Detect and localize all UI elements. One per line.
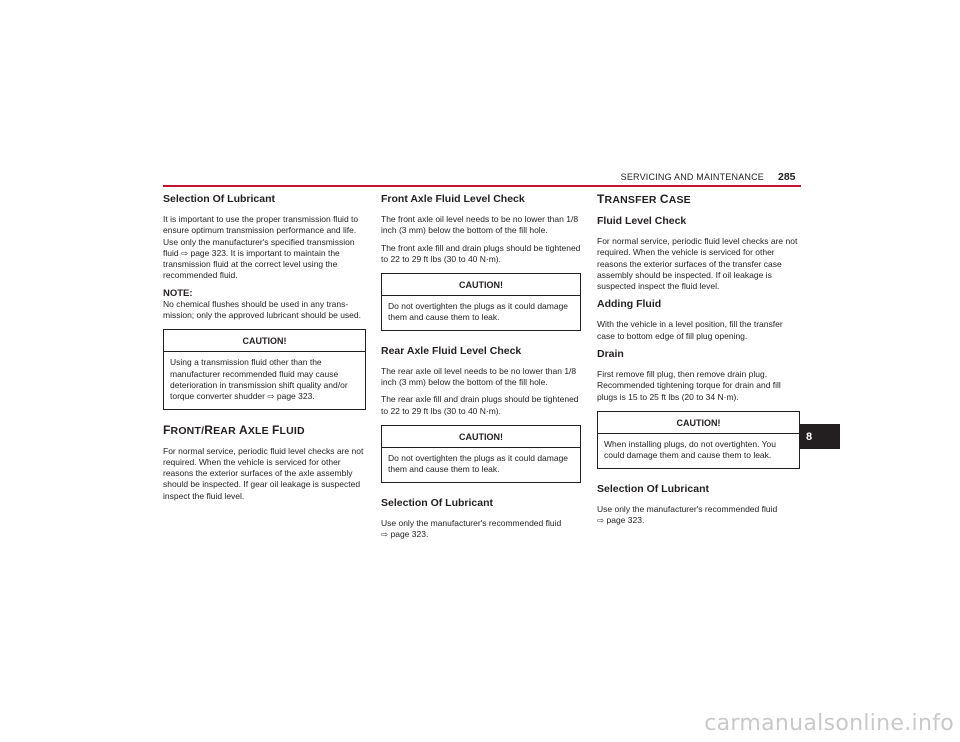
column-middle (381, 193, 581, 546)
caution-title: CAUTION! (382, 426, 580, 448)
heading-fluid-level-check: Fluid Level Check (597, 215, 687, 227)
heading-adding-fluid: Adding Fluid (597, 298, 662, 311)
paragraph-rear-axle-level: The rear axle oil level needs to be no lower than 1/8 inch (3 mm) below the bottom of the fill hole. (381, 365, 577, 388)
caution-box (381, 425, 581, 483)
paragraph-drain: First remove fill plug, then remove drain plug. Recommended tightening torque for drain and fill plugs is 15 to 25 ft lbs (20 to 34 N·m). (597, 369, 781, 402)
paragraph-text: . (641, 514, 645, 525)
header-page-number: 285 (778, 171, 796, 183)
paragraph-transmission-fluid (163, 214, 366, 282)
page-reference-link[interactable]: page 323 (190, 247, 226, 258)
paragraph-text: Use only the manufacturer's recommended fluid (597, 503, 778, 514)
caution-text: . (312, 391, 315, 402)
page-reference-link[interactable]: page 323 (276, 391, 313, 402)
caution-title: CAUTION! (382, 274, 580, 296)
heading-front-axle-fluid-level-check: Front Axle Fluid Level Check (381, 193, 525, 205)
section-heading-front-rear-axle-fluid: FRONT/REAR AXLE FLUID (163, 422, 305, 437)
page-reference-link[interactable]: page 323 (390, 528, 426, 539)
heading-rear-axle-fluid-level-check: Rear Axle Fluid Level Check (381, 344, 522, 357)
heading-selection-of-lubricant: Selection Of Lubricant (381, 496, 494, 509)
paragraph-front-axle-plugs: The front axle fill and drain plugs should be tightened to 22 to 29 ft lbs (30 to 40 N·m). (381, 242, 581, 264)
column-left (163, 193, 366, 508)
paragraph-rear-axle-plugs: The rear axle fill and drain plugs should be tightened to 22 to 29 ft lbs (30 to 40 N·m). (381, 394, 579, 416)
arrow-icon: ⇨ (267, 391, 275, 402)
paragraph-text: . (425, 528, 429, 539)
paragraph-text: . It is important to maintain the transmission fluid at the correct level using the recommended fluid. (163, 247, 340, 281)
chapter-tab: 8 (800, 424, 840, 449)
paragraph-adding-fluid: With the vehicle in a level position, fill the transfer case to bottom edge of fill plug opening. (597, 319, 783, 341)
caution-body: Do not overtighten the plugs as it could damage them and cause them to leak. (388, 452, 569, 475)
caution-title: CAUTION! (598, 412, 799, 434)
column-right (597, 193, 800, 532)
caution-title: CAUTION! (164, 330, 365, 352)
arrow-icon: ⇨ (597, 514, 605, 525)
header-divider (163, 185, 801, 187)
paragraph-front-axle-level: The front axle oil level needs to be no lower than 1/8 inch (3 mm) below the bottom of the fill hole. (381, 214, 579, 236)
heading-selection-of-lubricant: Selection Of Lubricant (163, 193, 276, 205)
caution-body (164, 352, 365, 408)
heading-drain: Drain (597, 348, 624, 361)
paragraph-axle-inspection: For normal service, periodic fluid level checks are not required. When the vehicle is serviced for other reasons the exterior surfaces of the axle assembly should be inspected. If gear oil leakage is suspected inspect the fluid level. (163, 445, 364, 501)
paragraph-text: It is important to use the proper transmission fluid to ensure optimum transmission performance and life. Use only the manufacturer's specified transmission fluid (163, 214, 359, 258)
watermark: carmanualsonline.info (704, 711, 954, 736)
caution-body: Do not overtighten the plugs as it could damage them and cause them to leak. (388, 301, 569, 323)
section-heading-transfer-case: TRANSFER CASE (597, 192, 691, 206)
heading-selection-of-lubricant: Selection Of Lubricant (597, 482, 710, 495)
arrow-icon: ⇨ (381, 528, 389, 539)
caution-box (163, 329, 366, 409)
paragraph-axle-lubricant (381, 518, 581, 541)
caution-box (381, 273, 581, 331)
note-label: NOTE: (163, 287, 193, 299)
page-reference-link[interactable]: page 323 (606, 514, 642, 525)
arrow-icon: ⇨ (180, 247, 189, 258)
caution-text: Using a transmission fluid other than the manufacturer recommended fluid may cause deterioration in transmission shift quality and/or torque converter shudder (170, 357, 348, 402)
paragraph-transfer-case-lubricant (597, 504, 800, 527)
note-text: No chemical flushes should be used in any trans-mission; only the approved lubricant should be used. (163, 298, 361, 321)
caution-body: When installing plugs, do not overtighten. You could damage them and cause them to leak. (604, 438, 777, 461)
header-section-title: SERVICING AND MAINTENANCE (620, 172, 764, 182)
caution-box (597, 411, 800, 469)
paragraph-text: Use only the manufacturer's recommended fluid (381, 517, 562, 528)
paragraph-transfer-case-level: For normal service, periodic fluid level checks are not required. When the vehicle is serviced for other reasons the exterior surfaces of the transfer case assembly should be inspected. If oil leakage is suspected inspect the fluid level. (597, 236, 798, 292)
